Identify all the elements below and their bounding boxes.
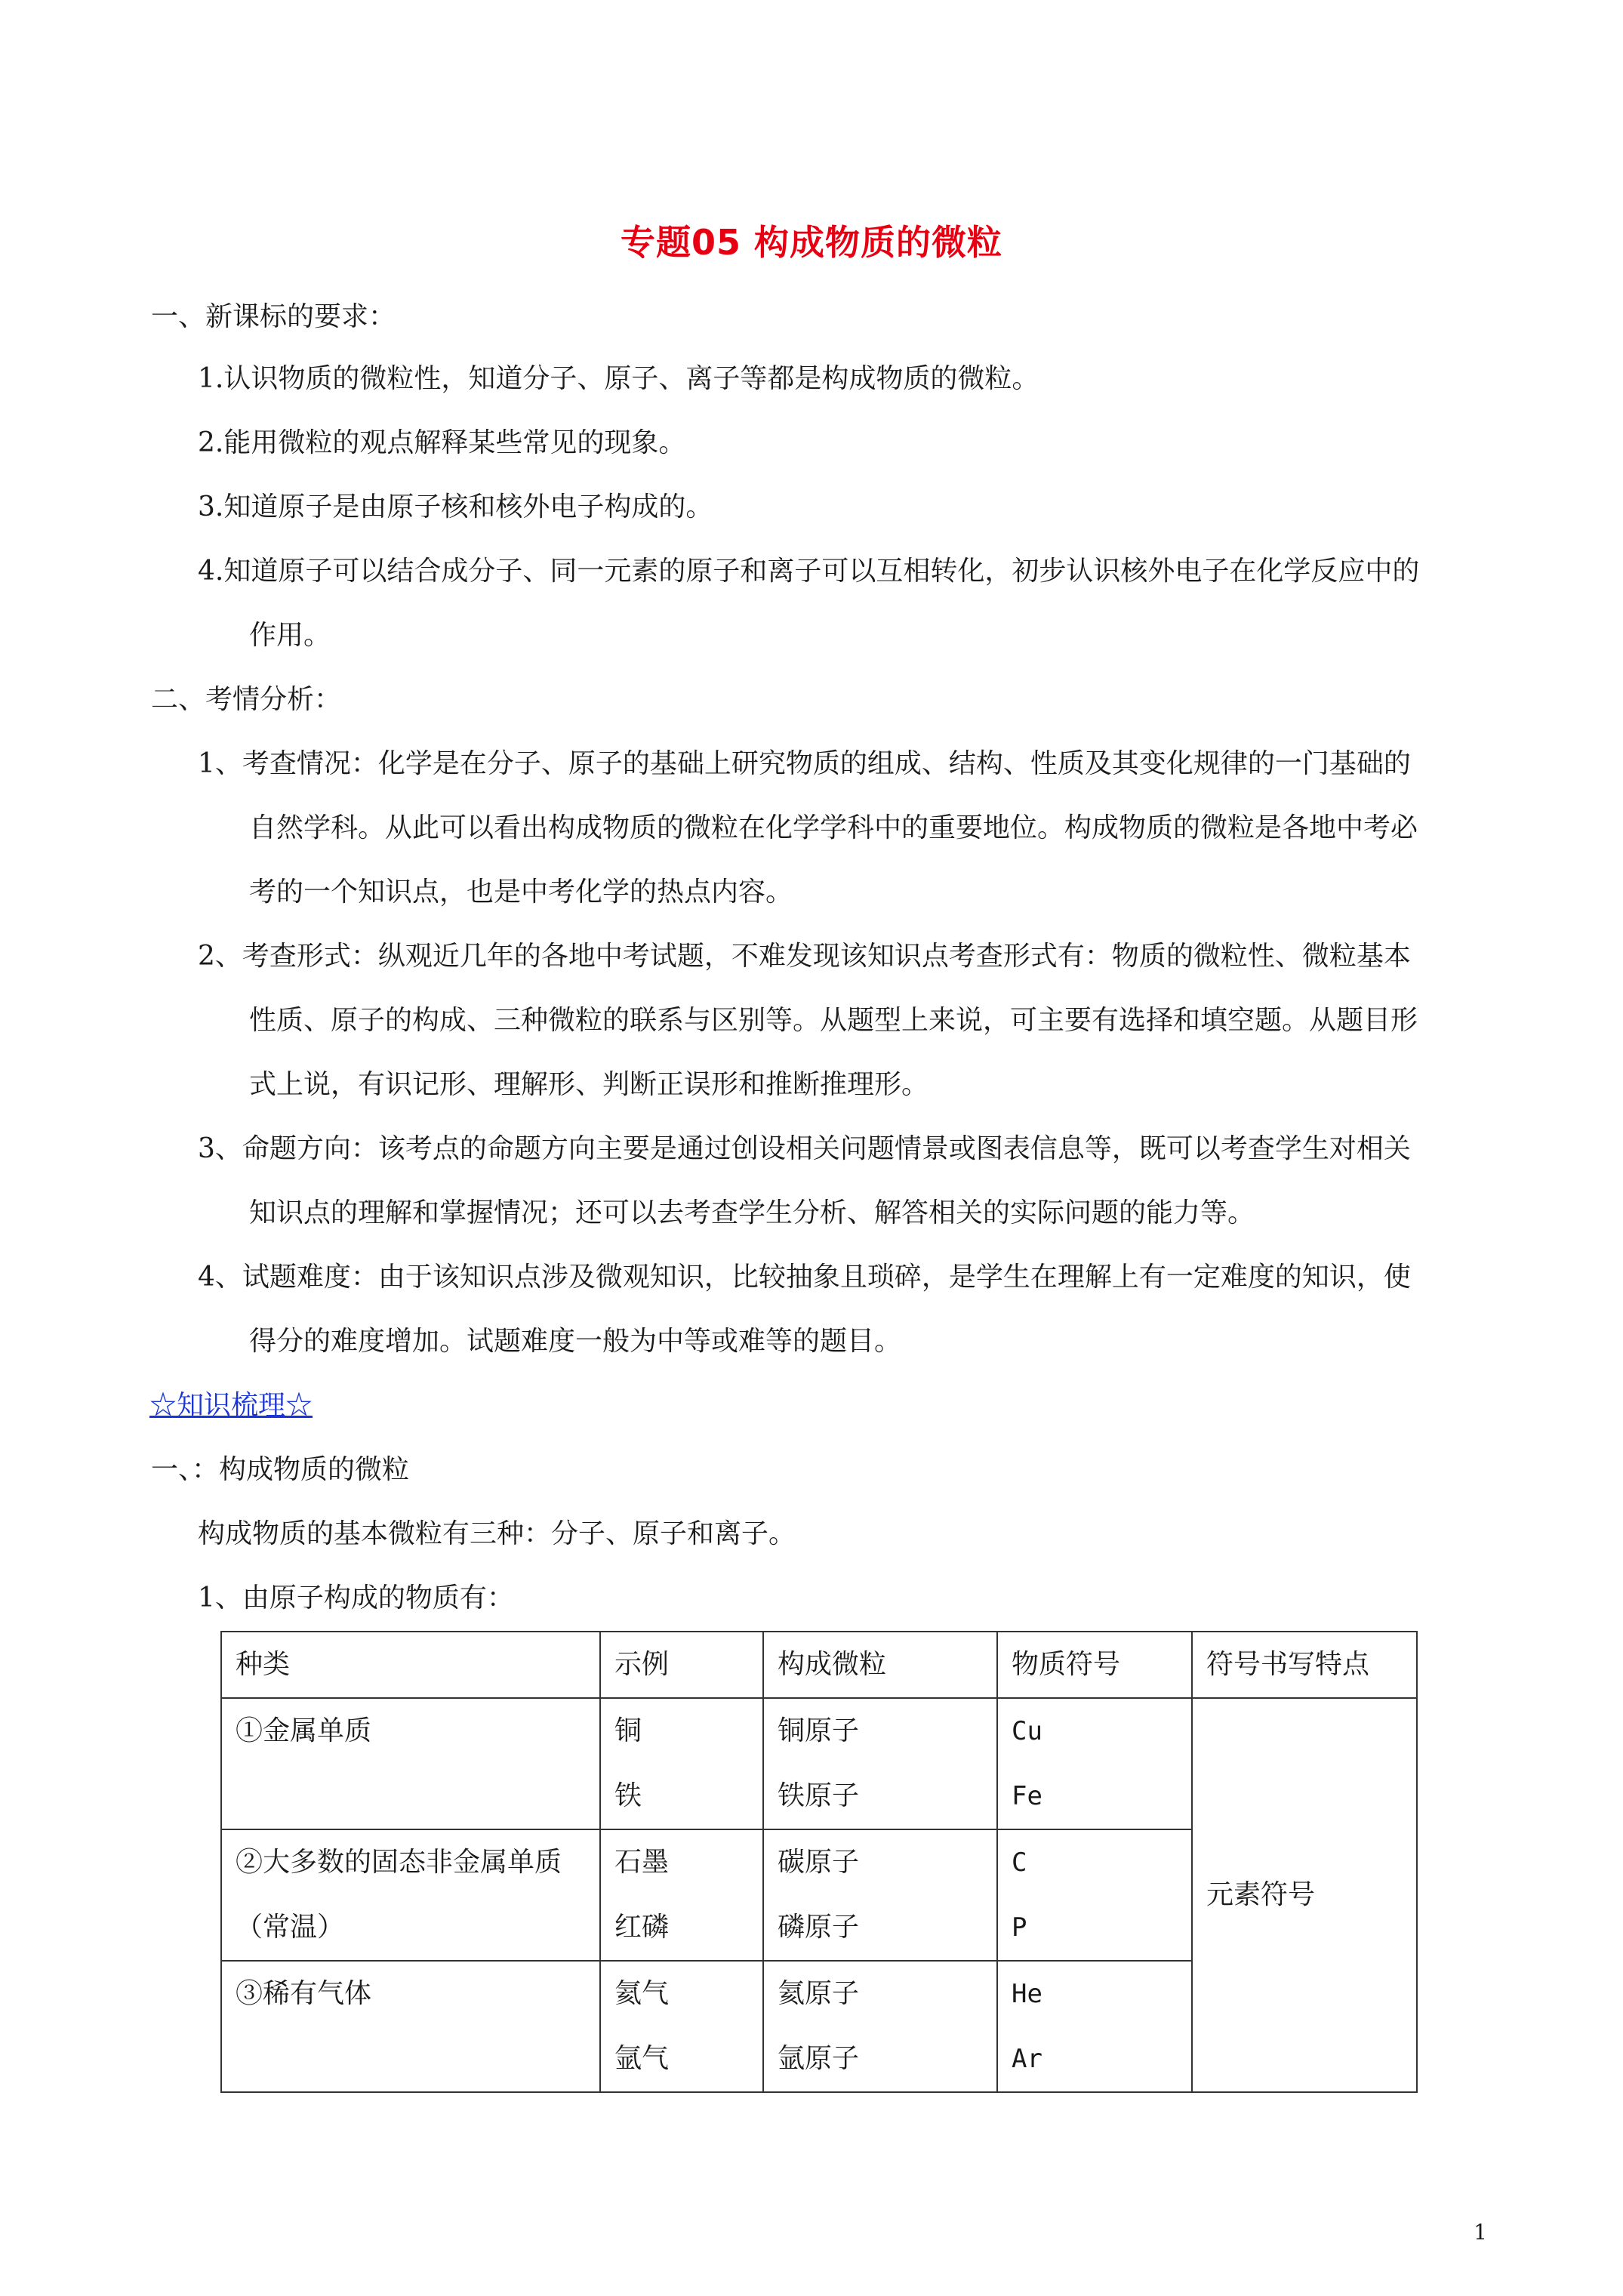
example-cell: 氩气 [614,2043,670,2074]
requirement-item-continued: 作用。 [249,620,331,651]
particle-cell: 氩原子 [778,2043,860,2074]
particle-cell: 磷原子 [778,1912,860,1943]
particle-cell: 铁原子 [778,1780,860,1811]
analysis-line: 知识点的理解和掌握情况；还可以去考查学生分析、解答相关的实际问题的能力等。 [249,1197,1255,1228]
kind-cell: ②大多数的固态非金属单质 [236,1847,562,1878]
requirement-item: 1.认识物质的微粒性，知道分子、原子、离子等都是构成物质的微粒。 [198,363,1039,394]
kind-cell-note: （常温） [236,1912,345,1943]
requirement-item: 2.能用微粒的观点解释某些常见的现象。 [198,427,686,458]
knowledge-subheading: 1、由原子构成的物质有： [198,1583,514,1613]
particles-table [220,1631,1418,2093]
analysis-line: 性质、原子的构成、三种微粒的联系与区别等。从题型上来说，可主要有选择和填空题。从题目形 [249,1005,1418,1036]
header-example: 示例 [614,1649,670,1680]
example-cell: 铜 [614,1715,642,1746]
page-number: 1 [1474,2220,1487,2245]
analysis-line: 得分的难度增加。试题难度一般为中等或难等的题目。 [249,1326,902,1357]
analysis-line: 4、试题难度：由于该知识点涉及微观知识，比较抽象且琐碎，是学生在理解上有一定难度的知识，使 [198,1262,1411,1293]
symbol-cell: He [1012,1979,1042,2009]
particle-cell: 铜原子 [778,1715,860,1746]
example-cell: 氦气 [614,1978,670,2009]
feature-cell: 元素符号 [1206,1879,1316,1910]
page-title: 专题05 构成物质的微粒 [620,222,1003,263]
knowledge-link[interactable]: ☆知识梳理☆ [149,1390,313,1421]
section-heading-requirements: 一、新课标的要求： [151,301,396,332]
symbol-cell: Ar [1012,2044,1042,2074]
knowledge-intro: 构成物质的基本微粒有三种：分子、原子和离子。 [198,1518,796,1549]
header-feature: 符号书写特点 [1206,1649,1370,1680]
analysis-line: 考的一个知识点，也是中考化学的热点内容。 [249,877,793,908]
header-kind: 种类 [236,1649,291,1680]
symbol-cell: Cu [1012,1716,1042,1746]
requirement-item: 4.知道原子可以结合成分子、同一元素的原子和离子可以互相转化，初步认识核外电子在化学反应中的 [198,556,1420,587]
header-particle: 构成微粒 [778,1649,887,1680]
symbol-cell: Fe [1012,1781,1042,1811]
example-cell: 铁 [614,1780,642,1811]
requirement-item: 3.知道原子是由原子核和核外电子构成的。 [198,492,713,522]
kind-cell: ①金属单质 [236,1715,372,1746]
analysis-line: 1、考查情况：化学是在分子、原子的基础上研究物质的组成、结构、性质及其变化规律的一门基础的 [198,748,1411,779]
analysis-line: 3、命题方向：该考点的命题方向主要是通过创设相关问题情景或图表信息等，既可以考查学生对相关 [198,1133,1411,1164]
table-header-row [221,1632,1417,1698]
example-cell: 石墨 [614,1847,670,1878]
knowledge-heading: 一、：构成物质的微粒 [151,1454,410,1485]
symbol-cell: C [1012,1848,1027,1878]
header-symbol: 物质符号 [1012,1649,1121,1680]
table-row [221,1698,1417,1829]
section-heading-analysis: 二、考情分析： [151,684,342,715]
symbol-cell: P [1012,1912,1027,1943]
particle-cell: 碳原子 [778,1847,860,1878]
analysis-line: 2、考查形式：纵观近几年的各地中考试题，不难发现该知识点考查形式有：物质的微粒性、微粒基本 [198,941,1411,972]
example-cell: 红磷 [614,1912,670,1943]
kind-cell: ③稀有气体 [236,1978,372,2009]
analysis-line: 式上说，有识记形、理解形、判断正误形和推断推理形。 [249,1069,929,1100]
particle-cell: 氦原子 [778,1978,860,2009]
analysis-line: 自然学科。从此可以看出构成物质的微粒在化学学科中的重要地位。构成物质的微粒是各地中考必 [249,812,1418,843]
